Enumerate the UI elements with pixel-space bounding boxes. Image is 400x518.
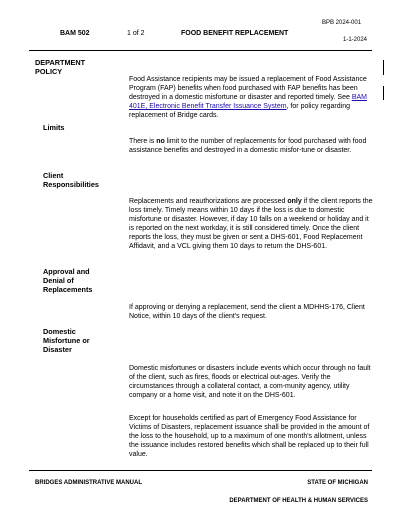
- emphasis-only: only: [287, 198, 302, 205]
- footer-department: DEPARTMENT OF HEALTH & HUMAN SERVICES: [229, 498, 368, 504]
- section-heading-limits: Limits: [43, 123, 65, 132]
- section-heading-client-responsibilities: Client Responsibilities: [43, 171, 99, 189]
- section-heading-approval-denial: Approval and Denial of Replacements: [43, 267, 93, 294]
- change-bar: [383, 60, 384, 75]
- manual-code: BAM 502: [60, 30, 90, 37]
- emphasis-no: no: [156, 138, 165, 145]
- policy-text: Food Assistance recipients may be issued a replacement of Food Assistance Program (FAP) benefits when food purchased with FAP benefits has been destroyed in a domestic misfortune or disaster and reported timely. See: [129, 76, 367, 101]
- header-divider: [29, 50, 372, 51]
- limits-paragraph: There is no limit to the number of replacements for food purchased with food assistance benefits and destroyed in a domestic misfor-tune or disaster.: [129, 138, 367, 154]
- policy-text-tail: , for policy regarding replacement of Bridge cards.: [129, 103, 350, 119]
- approval-paragraph: If approving or denying a replacement, send the client a MDHHS-176, Client Notice, within 10 days of the client's request.: [129, 304, 365, 320]
- bulletin-number: BPB 2024-001: [322, 20, 362, 26]
- document-title: FOOD BENEFIT REPLACEMENT: [181, 30, 289, 37]
- domestic-paragraph-1: Domestic misfortunes or disasters include events which occur through no fault of the client, such as fires, floods or electrical out-ages. Verify the circumstances through a collateral contact, a com-munity agency, utility company or a home visit, and note it on the DHS-601.: [129, 365, 371, 399]
- effective-date: 1-1-2024: [343, 37, 368, 43]
- section-heading-domestic-misfortune: Domestic Misfortune or Disaster: [43, 327, 90, 354]
- footer-divider: [29, 470, 372, 471]
- footer-state: STATE OF MICHIGAN: [307, 480, 368, 486]
- client-responsibilities-paragraph: Replacements and reauthorizations are processed only if the client reports the loss timely. Timely means within 10 days if the loss is due to domestic misfortune or disaster. However, if day 10 falls on a weekend or holiday and it is reported on the next workday, it is still considered timely. Once the client reports the loss, they must be given or sent a DHS-601, Food Replacement Affidavit, and a VCL giving them 10 days to return the DHS-601.: [129, 198, 373, 250]
- section-heading-department-policy: DEPARTMENT POLICY: [35, 58, 86, 76]
- bam-401e-link[interactable]: BAM 401E, Electronic Benefit Transfer Issuance System: [129, 94, 367, 110]
- change-bar: [383, 86, 384, 100]
- domestic-paragraph-2: Except for households certified as part of Emergency Food Assistance for Victims of Disasters, replacement issuance shall be provided in the amount of the loss to the household, up to a maximum of one month's allotment, unless the issuance includes restored benefits which shall be replaced up to their full value.: [129, 415, 370, 458]
- footer-manual-name: BRIDGES ADMINISTRATIVE MANUAL: [35, 480, 142, 486]
- policy-paragraph: [129, 75, 375, 120]
- page-number: 1 of 2: [127, 30, 145, 37]
